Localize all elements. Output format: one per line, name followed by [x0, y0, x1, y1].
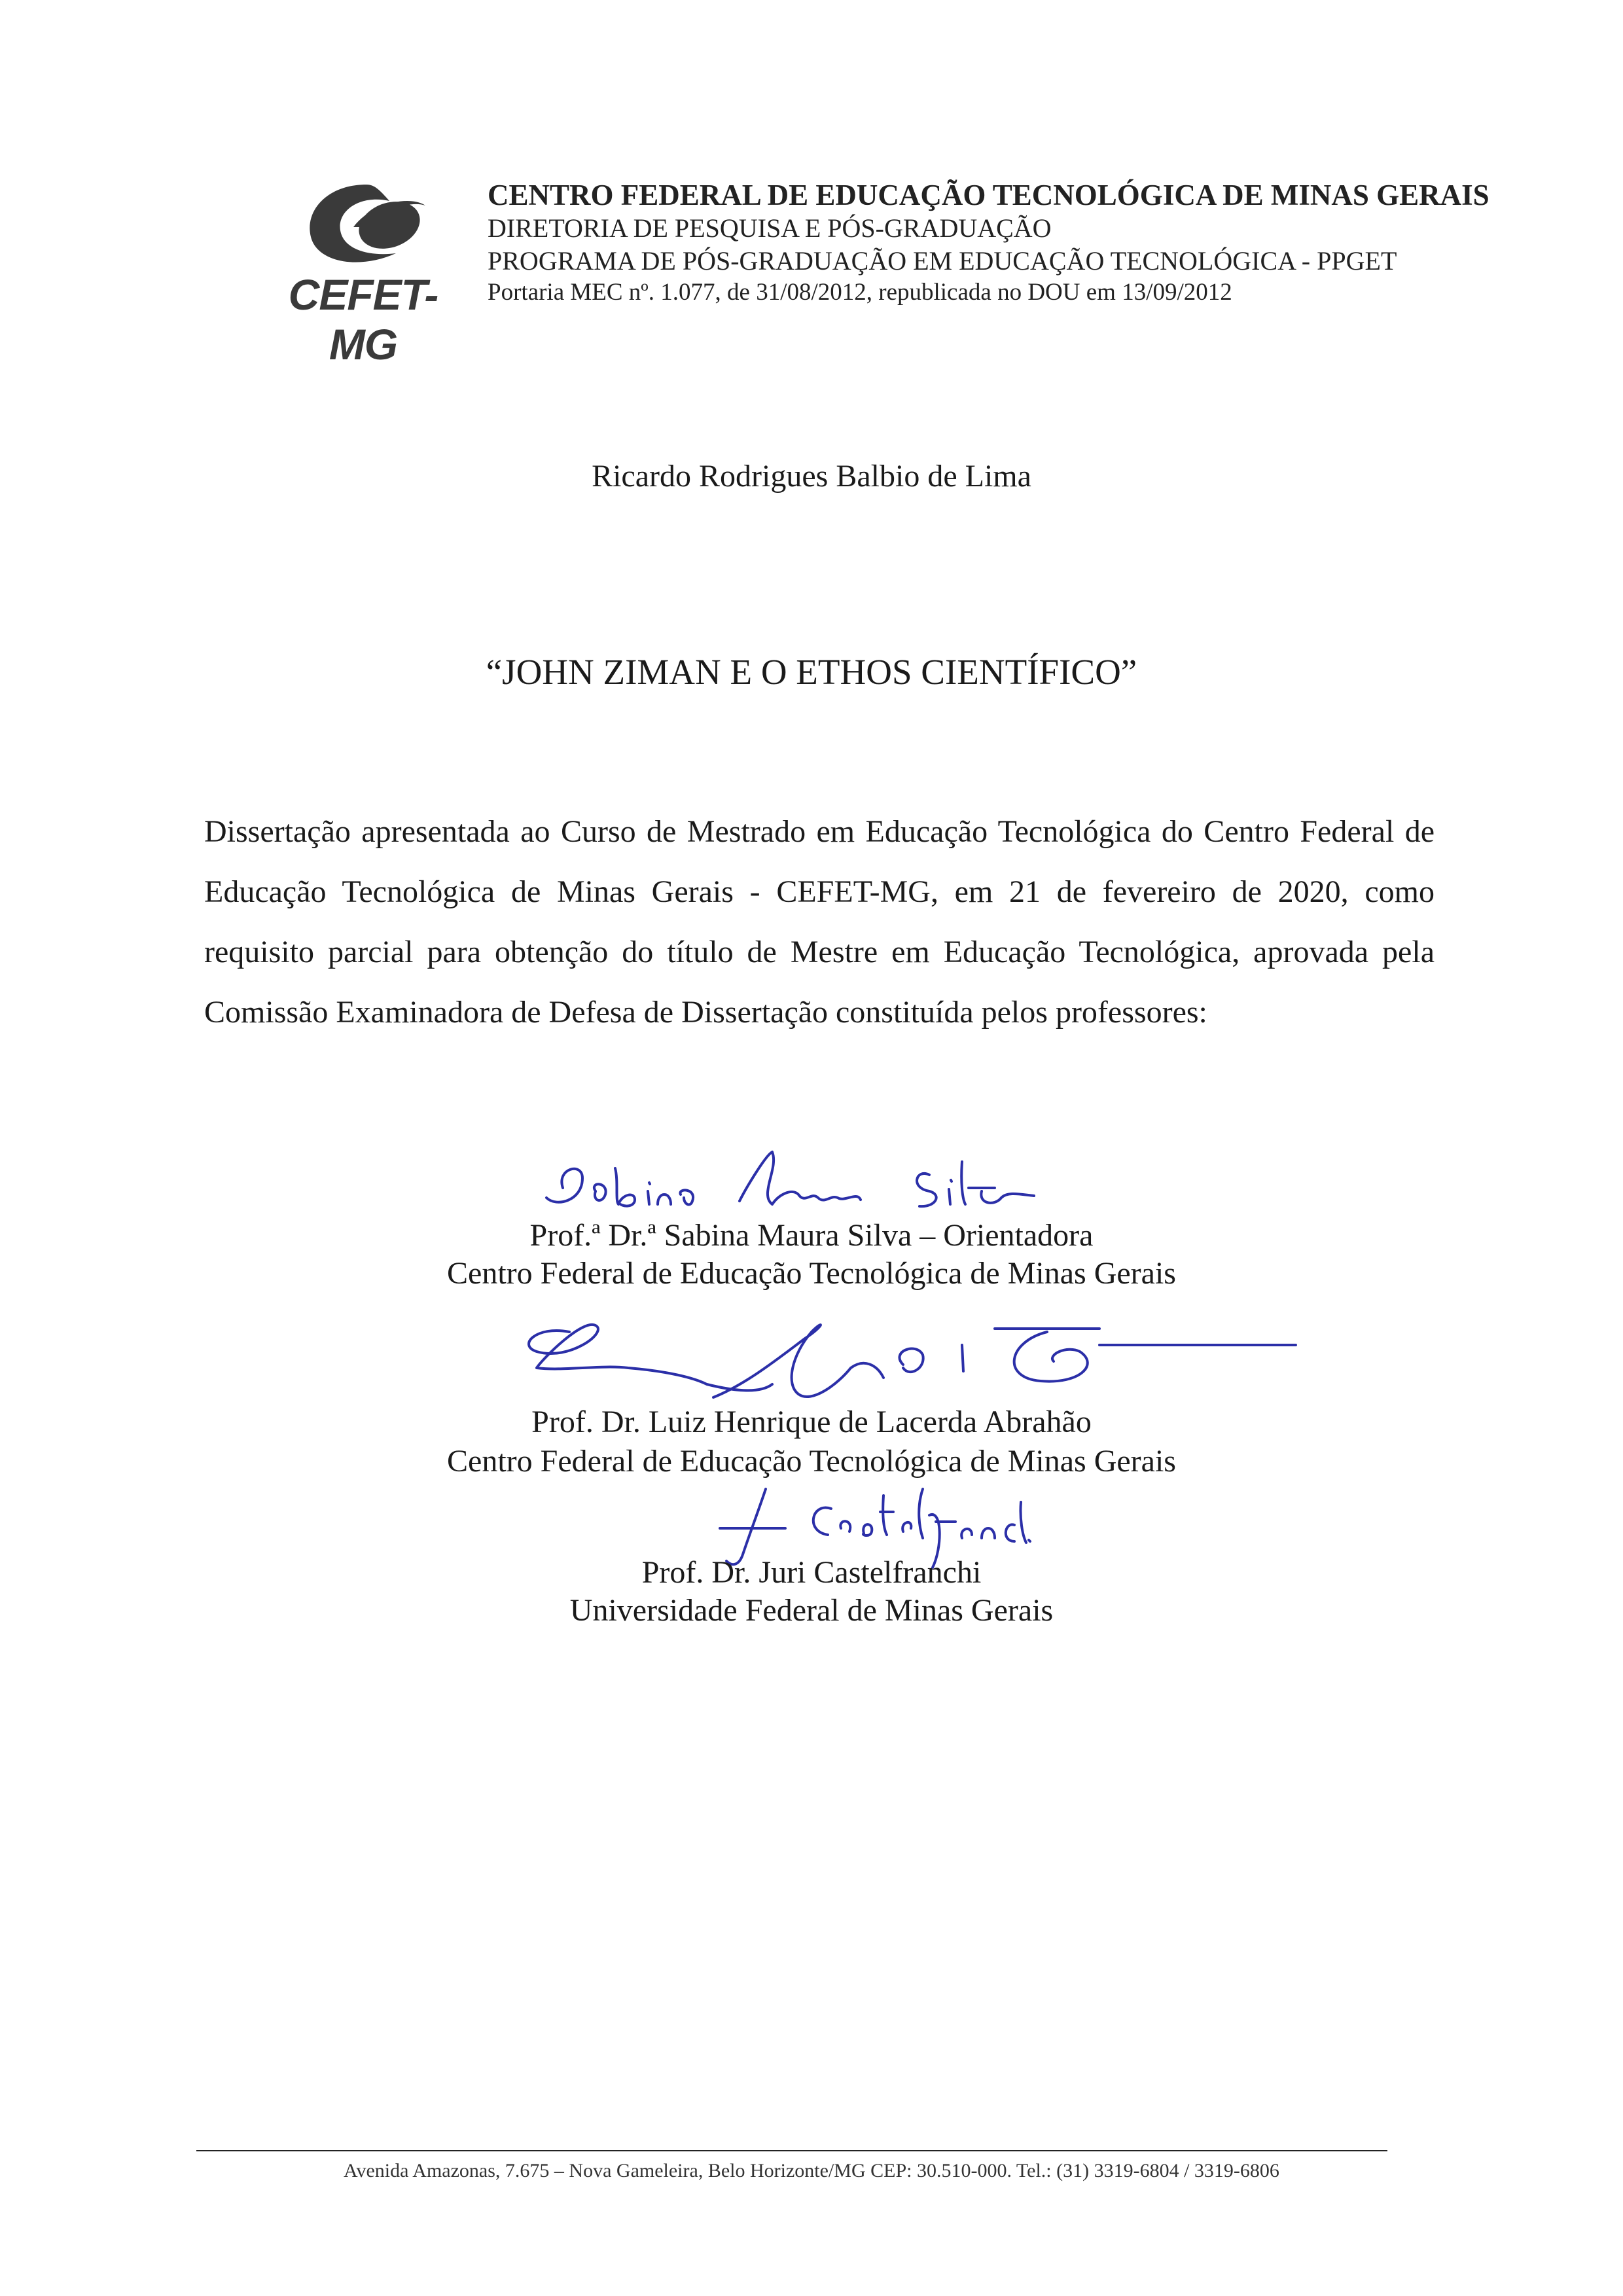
- committee-member-2-name: Prof. Dr. Luiz Henrique de Lacerda Abrahão: [531, 1405, 1092, 1439]
- committee-member-1-name: Prof.ª Dr.ª Sabina Maura Silva – Orientadora: [529, 1218, 1094, 1253]
- signature-sabina: [537, 1142, 1139, 1227]
- logo-emblem-icon: [255, 165, 471, 276]
- committee-member-2-institution: Centro Federal de Educação Tecnológica de Minas Gerais: [447, 1444, 1176, 1479]
- approval-statement: Dissertação apresentada ao Curso de Mestrado em Educação Tecnológica do Centro Federal de Educação Tecnológica de Minas Gerais - CEFET-MG, em 21 de fevereiro de 2020, como requisito parcial para obtenção do título de Mestre em Educação Tecnológica, aprovada pela Comissão Examinadora de Defesa de Dissertação constituída pelos professores:: [204, 814, 1435, 1030]
- cefet-mg-logo: [255, 165, 471, 368]
- logo-wordmark: CEFET-MG: [288, 270, 438, 368]
- author-name: Ricardo Rodrigues Balbio de Lima: [592, 459, 1031, 493]
- footer-address: Avenida Amazonas, 7.675 – Nova Gameleira, Belo Horizonte/MG CEP: 30.510-000. Tel.: (31) 3319-6804 / 3319-6806: [344, 2160, 1279, 2181]
- footer-divider: [196, 2150, 1387, 2151]
- committee-member-3-name: Prof. Dr. Juri Castelfranchi: [641, 1555, 982, 1590]
- institution-name: CENTRO FEDERAL DE EDUCAÇÃO TECNOLÓGICA DE MINAS GERAIS: [488, 179, 1489, 211]
- dissertation-title: “JOHN ZIMAN E O ETHOS CIENTÍFICO”: [486, 652, 1137, 692]
- ordinance-line: Portaria MEC nº. 1.077, de 31/08/2012, republicada no DOU em 13/09/2012: [488, 279, 1232, 306]
- committee-member-3-institution: Universidade Federal de Minas Gerais: [569, 1593, 1054, 1628]
- program-name: PROGRAMA DE PÓS-GRADUAÇÃO EM EDUCAÇÃO TECNOLÓGICA - PPGET: [488, 246, 1397, 276]
- directorate-name: DIRETORIA DE PESQUISA E PÓS-GRADUAÇÃO: [488, 213, 1052, 243]
- committee-member-1-institution: Centro Federal de Educação Tecnológica de Minas Gerais: [447, 1256, 1176, 1291]
